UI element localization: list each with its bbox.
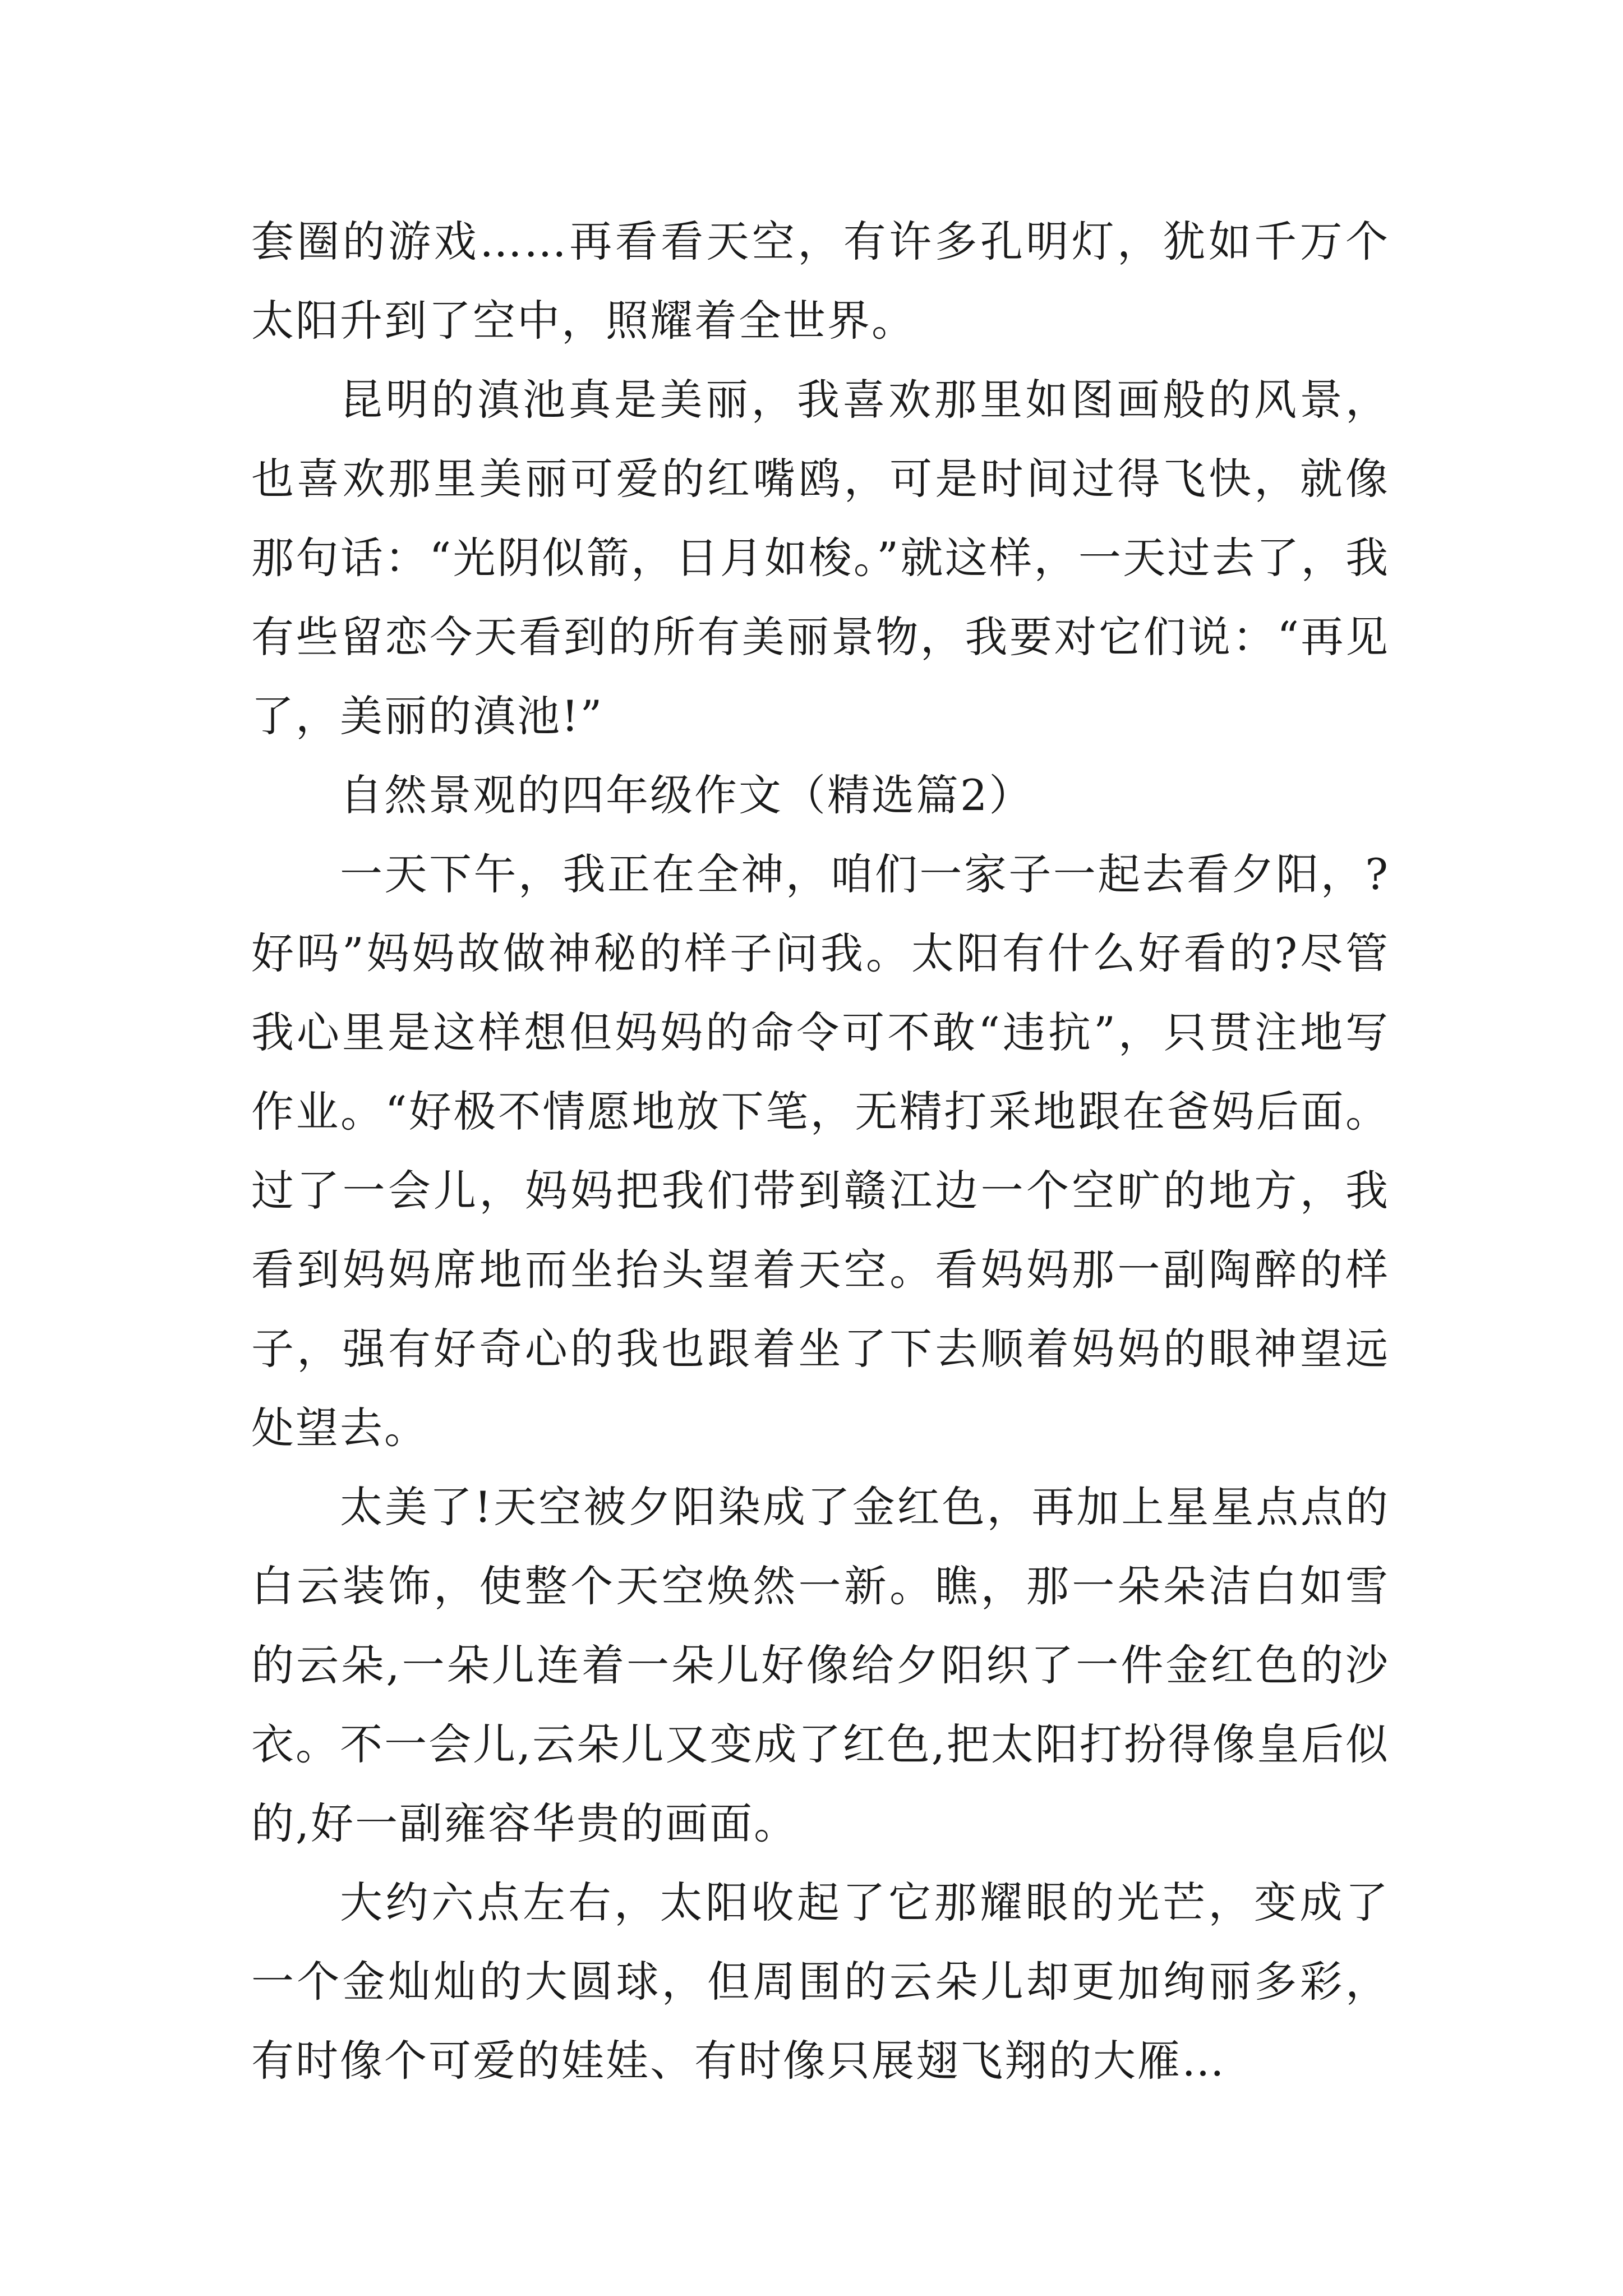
document-body	[251, 202, 1390, 2100]
paragraph-dianchi: 昆明的滇池真是美丽，我喜欢那里如图画般的风景，也喜欢那里美丽可爱的红嘴鸥，可是时间过得飞快，就像那句话：“光阴似箭，日月如梭。”就这样，一天过去了，我有些留恋今天看到的所有美丽景物，我要对它们说：“再见了，美丽的滇池!”	[251, 375, 1390, 741]
paragraph-continuation: 套圈的游戏……再看看天空，有许多孔明灯，犹如千万个太阳升到了空中，照耀着全世界。	[251, 217, 1390, 346]
paragraph-afternoon: 一天下午，我正在全神，咱们一家子一起去看夕阳，?好吗”妈妈故做神秘的样子问我。太阳有什么好看的?尽管我心里是这样想但妈妈的命令可不敢“违抗”，只贯注地写作业。“好极不情愿地放下笔，无精打采地跟在爸妈后面。过了一会儿，妈妈把我们带到赣江边一个空旷的地方，我看到妈妈席地而坐抬头望着天空。看妈妈那一副陶醉的样子，强有好奇心的我也跟着坐了下去顺着妈妈的眼神望远处望去。	[251, 849, 1390, 1453]
paragraph-sunset-sky: 太美了!天空被夕阳染成了金红色，再加上星星点点的白云装饰，使整个天空焕然一新。瞧，那一朵朵洁白如雪的云朵,一朵儿连着一朵儿好像给夕阳织了一件金红色的沙衣。不一会儿,云朵儿又变成了红色,把太阳打扮得像皇后似的,好一副雍容华贵的画面。	[251, 1482, 1390, 1848]
section-heading: 自然景观的四年级作文（精选篇2）	[340, 770, 1034, 820]
paragraph-six-oclock: 大约六点左右，太阳收起了它那耀眼的光芒，变成了一个金灿灿的大圆球，但周围的云朵儿却更加绚丽多彩，有时像个可爱的娃娃、有时像只展翅飞翔的大雁…	[251, 1878, 1390, 2086]
